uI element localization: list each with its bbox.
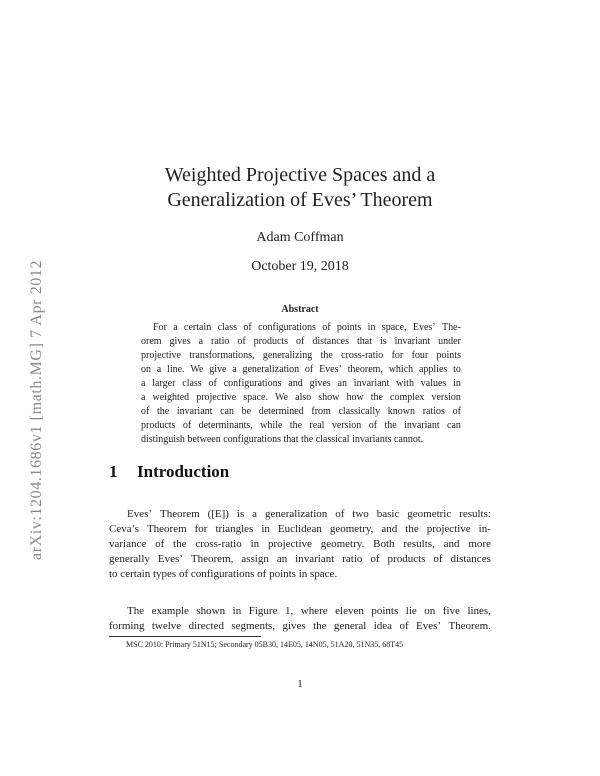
abstract-heading: Abstract [281,304,319,315]
abstract-line: products of determinants, while the real version of the invariant can [141,420,461,431]
abstract-line: distinguish between configurations that the classical invariants cannot. [141,434,424,445]
introduction-paragraph-2 [109,604,491,634]
section-number: 1 [109,462,118,481]
footnote-divider [109,636,261,637]
page-number: 1 [297,678,303,690]
paragraph-line: to certain types of configurations of points in space. [109,568,338,580]
title-line-1: Weighted Projective Spaces and a [164,164,436,186]
abstract-line: a weighted projective space. We also show how the complex version [141,392,461,403]
abstract-line: For a certain class of configurations of points in space, Eves’ The- [153,322,461,333]
paper-title [0,163,600,213]
author-name: Adam Coffman [256,230,344,245]
abstract-line: on a line. We give a generalization of Eves’ theorem, which applies to [141,364,461,375]
title-line-2: Generalization of Eves’ Theorem [167,189,433,211]
paragraph-line: variance of the cross-ratio in projective geometry. Both results, and more [109,538,491,550]
paper-date: October 19, 2018 [251,259,349,274]
abstract-body [141,321,461,447]
abstract-line: of the invariant can be determined from classically known ratios of [141,406,461,417]
paragraph-line: generally Eves’ Theorem, assign an invariant ratio of products of distances [109,553,491,565]
abstract-line: orem gives a ratio of products of distances that is invariant under [141,336,461,347]
arxiv-identifier-stamp: arXiv:1204.1686v1 [math.MG] 7 Apr 2012 [28,259,45,560]
paragraph-line: forming twelve directed segments, gives the general idea of Eves’ Theorem. [109,620,491,632]
paragraph-line: The example shown in Figure 1, where eleven points lie on five lines, [127,605,491,617]
introduction-paragraph-1 [109,507,491,582]
abstract-line: projective transformations, generalizing the cross-ratio for four points [141,350,461,361]
paragraph-line: Eves’ Theorem ([E]) is a generalization of two basic geometric results: [127,508,491,520]
msc-classification-footnote: MSC 2010: Primary 51N15; Secondary 05B30, 14E05, 14N05, 51A20, 51N35, 68T45 [126,640,404,649]
section-heading-introduction [109,462,229,482]
paragraph-line: Ceva’s Theorem for triangles in Euclidean geometry, and the projective in- [109,523,491,535]
section-title: Introduction [137,462,230,481]
abstract-line: a larger class of configurations and gives an invariant with values in [141,378,461,389]
